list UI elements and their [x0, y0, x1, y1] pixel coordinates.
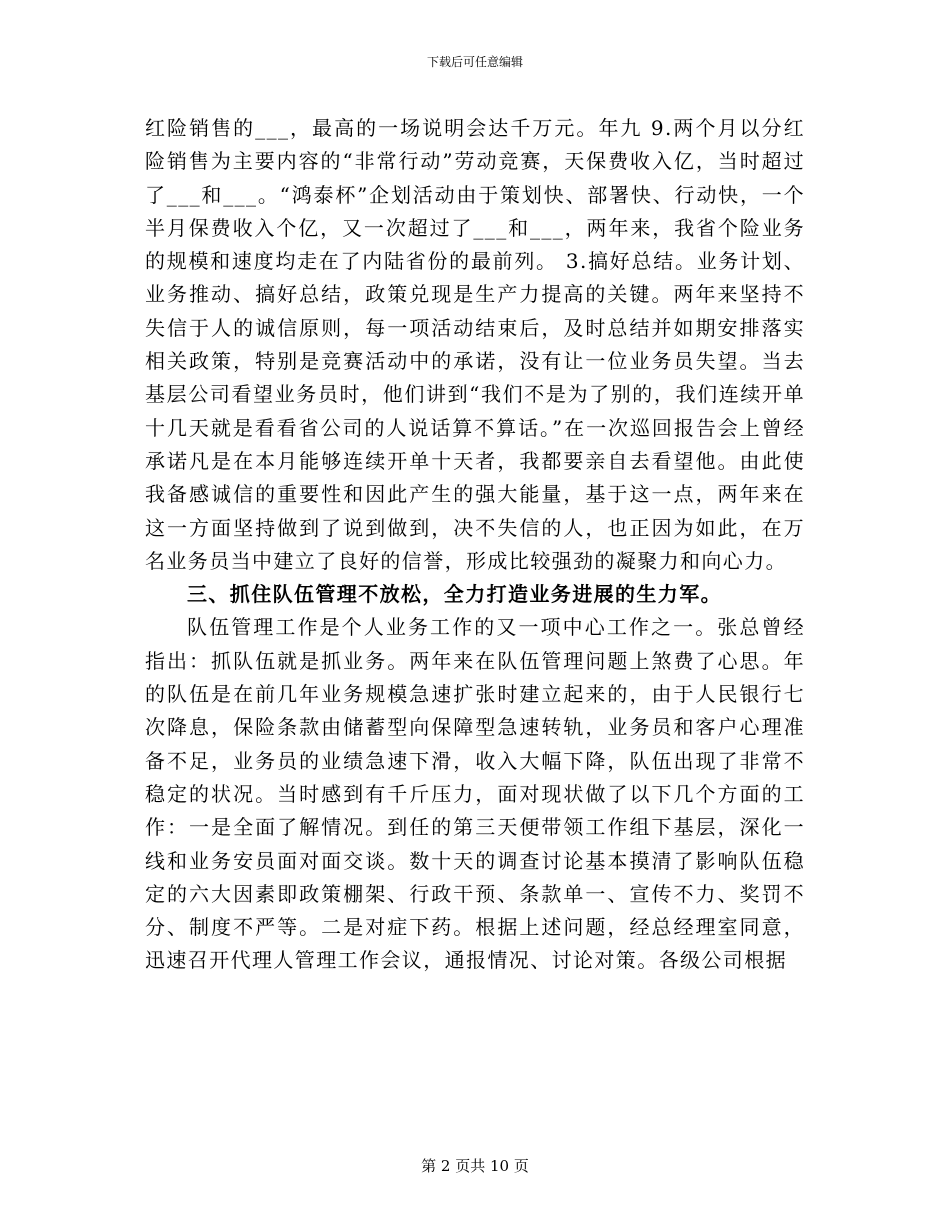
page-footer: 第 2 页共 10 页: [421, 1157, 529, 1175]
header-note: 下载后可任意编辑: [426, 55, 523, 69]
document-body: [145, 112, 805, 978]
paragraph-2: 队伍管理工作是个人业务工作的又一项中心工作之一。张总曾经指出：抓队伍就是抓业务。两年来在队伍管理问题上煞费了心思。年的队伍是在前几年业务规模急速扩张时建立起来的，由于人民银行七次降息，保险条款由储蓄型向保障型急速转轨，业务员和客户心理准备不足，业务员的业绩急速下滑，收入大幅下降，队伍出现了非常不稳定的状况。当时感到有千斤压力，面对现状做了以下几个方面的工作：一是全面了解情况。到任的第三天便带领工作组下基层，深化一线和业务安员面对面交谈。数十天的调查讨论基本摸清了影响队伍稳定的六大因素即政策棚架、行政干预、条款单一、宣传不力、奖罚不分、制度不严等。二是对症下药。根据上述问题，经总经理室同意，迅速召开代理人管理工作会议，通报情况、讨论对策。各级公司根据: [145, 615, 805, 973]
paragraph-1: 红险销售的___，最高的一场说明会达千万元。年九 9.两个月以分红险销售为主要内容的“非常行动”劳动竞赛，天保费收入亿，当时超过了___和___。“鸿泰杯”企划活动由于策划快、部署快、行动快，一个半月保费收入个亿，又一次超过了___和___，两年来，我省个险业务的规模和速度均走在了内陆省份的最前列。 3.搞好总结。业务计划、业务推动、搞好总结，政策兑现是生产力提高的关键。两年来坚持不失信于人的诚信原则，每一项活动结束后，及时总结并如期安排落实相关政策，特别是竞赛活动中的承诺，没有让一位业务员失望。当去基层公司看望业务员时，他们讲到“我们不是为了别的，我们连续开单十几天就是看看省公司的人说话算不算话。”在一次巡回报告会上曾经承诺凡是在本月能够连续开单十天者，我都要亲自去看望他。由此使我备感诚信的重要性和因此产生的强大能量，基于这一点，两年来在这一方面坚持做到了说到做到，决不失信的人，也正因为如此，在万名业务员当中建立了良好的信誉，形成比较强劲的凝聚力和向心力。: [145, 116, 805, 573]
section-heading: 三、抓住队伍管理不放松，全力打造业务进展的生力军。: [187, 582, 722, 607]
